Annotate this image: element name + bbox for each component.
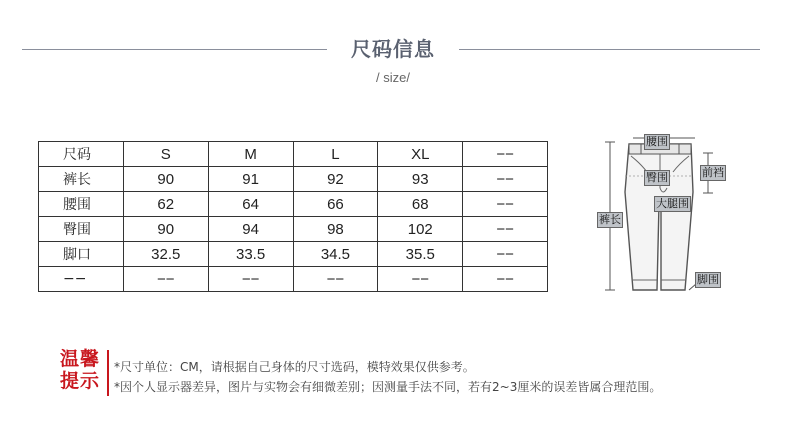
size-table-cell: −− [208, 267, 293, 292]
size-table-row-label: 臀围 [39, 217, 124, 242]
size-table-cell: −− [378, 267, 463, 292]
diagram-label-front-rise: 前裆 [702, 166, 724, 179]
size-table-cell: 102 [378, 217, 463, 242]
size-table-header-cell: −− [463, 142, 548, 167]
diagram-label-waist: 腰围 [646, 135, 668, 148]
size-table-cell: 94 [208, 217, 293, 242]
notice-badge-line1: 温馨 [59, 348, 100, 370]
header-divider-right [459, 49, 760, 50]
diagram-label-hem: 脚围 [697, 273, 719, 286]
size-table-cell: −− [463, 217, 548, 242]
diagram-label-length: 裤长 [599, 213, 621, 226]
size-table-cell: 91 [208, 167, 293, 192]
size-table-cell: −− [463, 167, 548, 192]
page-subtitle: / size/ [376, 70, 410, 85]
size-table-cell: 66 [293, 192, 378, 217]
pants-measurement-diagram [585, 130, 760, 300]
notice-text-line-1: *尺寸单位：CM，请根据自己身体的尺寸选码，模特效果仅供参考。 [114, 360, 475, 374]
size-table-row [39, 267, 548, 292]
size-table-row-label: 腰围 [39, 192, 124, 217]
size-table-cell: 33.5 [208, 242, 293, 267]
size-table-cell: 68 [378, 192, 463, 217]
size-table-cell: 93 [378, 167, 463, 192]
notice-accent-bar [107, 350, 109, 396]
size-table-header-cell: 尺码 [39, 142, 124, 167]
size-table-cell: −− [293, 267, 378, 292]
size-table-row-label: 脚口 [39, 242, 124, 267]
notice-badge-line2: 提示 [59, 370, 100, 392]
size-table-header-cell: M [208, 142, 293, 167]
diagram-label-thigh: 大腿围 [656, 197, 689, 210]
size-table-header-cell: XL [378, 142, 463, 167]
size-table-cell: 90 [123, 217, 208, 242]
size-table-row [39, 242, 548, 267]
size-table-row-label: −− [39, 267, 124, 292]
size-table-cell: −− [463, 267, 548, 292]
size-table-header-cell: S [123, 142, 208, 167]
notice-text-line-2: *因个人显示器差异，图片与实物会有细微差别；因测量手法不同，若有2~3厘米的误差皆属合理范围。 [114, 380, 662, 394]
size-table [38, 141, 548, 292]
size-table-cell: 34.5 [293, 242, 378, 267]
size-table-header-cell: L [293, 142, 378, 167]
size-table-cell: 90 [123, 167, 208, 192]
size-table-header-row [39, 142, 548, 167]
size-table-cell: 92 [293, 167, 378, 192]
size-table-row [39, 167, 548, 192]
size-table-row [39, 192, 548, 217]
notice-badge [58, 348, 102, 396]
size-table-cell: −− [463, 242, 548, 267]
size-table-cell: 64 [208, 192, 293, 217]
size-table-cell: 62 [123, 192, 208, 217]
diagram-label-hip: 臀围 [646, 171, 668, 184]
size-table-cell: −− [463, 192, 548, 217]
page-title: 尺码信息 [351, 37, 435, 61]
size-table-cell: 98 [293, 217, 378, 242]
header-divider-left [22, 49, 327, 50]
size-table-cell: 32.5 [123, 242, 208, 267]
size-table-cell: 35.5 [378, 242, 463, 267]
size-table-row-label: 裤长 [39, 167, 124, 192]
size-table-cell: −− [123, 267, 208, 292]
size-table-row [39, 217, 548, 242]
